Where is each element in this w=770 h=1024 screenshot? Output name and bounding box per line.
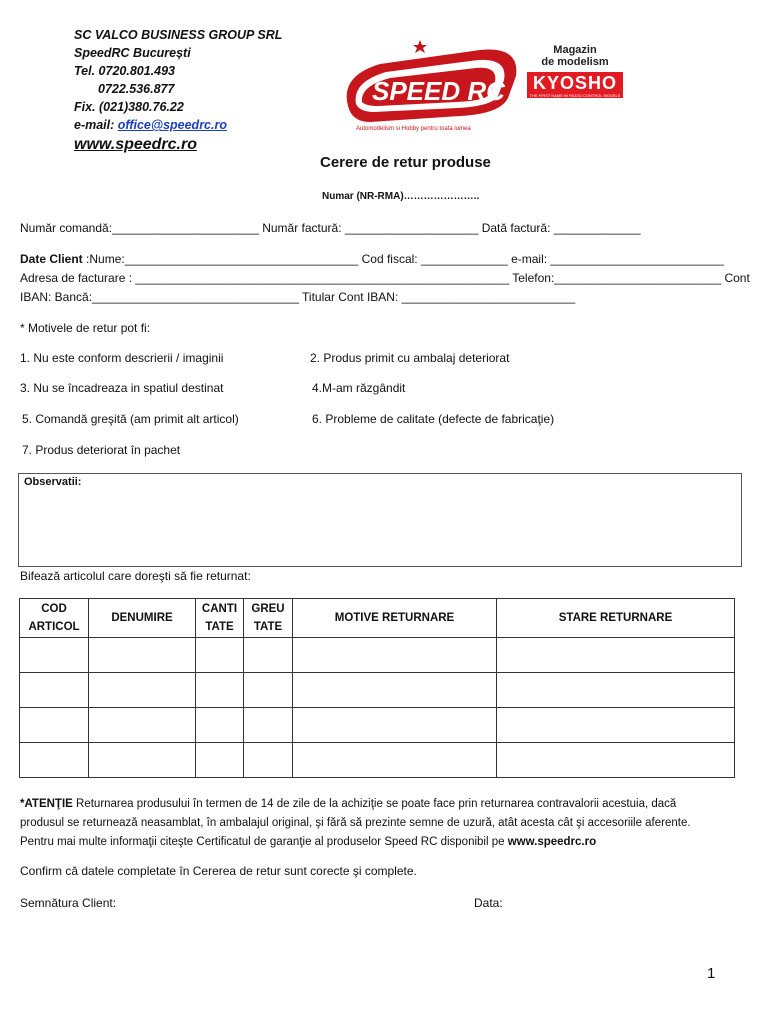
table-cell[interactable]	[196, 743, 244, 778]
reason-1: 1. Nu este conform descrierii / imaginii	[20, 351, 224, 365]
reason-4: 4.M-am răzgândit	[312, 381, 406, 395]
reason-2: 2. Produs primit cu ambalaj deteriorat	[310, 351, 510, 365]
table-cell[interactable]	[20, 638, 89, 673]
modelism-text: de modelism	[541, 56, 609, 68]
form-title: Cerere de retur produse	[320, 154, 491, 171]
page-number: 1	[707, 965, 716, 982]
table-cell[interactable]	[293, 638, 497, 673]
col-denumire: DENUMIRE	[89, 599, 196, 638]
company-branch: SpeedRC București	[74, 46, 191, 60]
client-line	[20, 252, 724, 266]
table-cell[interactable]	[20, 743, 89, 778]
notice-line-1: *ATENŢIE Returnarea produsului în termen de 14 de zile de la achiziţie se poate face prin returnarea contravalorii acestuia, dacă	[20, 798, 677, 810]
table-cell[interactable]	[20, 673, 89, 708]
client-name-line: :Nume:___________________________________ Cod fiscal: _____________ e-mail: __________________________	[82, 252, 724, 266]
col-stare-returnare: STARE RETURNARE	[497, 599, 735, 638]
email-label: e-mail:	[74, 118, 118, 132]
logo-speed-text: SPEED RC	[372, 76, 505, 106]
company-name: SC VALCO BUSINESS GROUP SRL	[74, 28, 283, 42]
table-cell[interactable]	[244, 708, 293, 743]
notice-website-link[interactable]: www.speedrc.ro	[507, 836, 597, 848]
iban-line: IBAN: Bancă:_______________________________ Titular Cont IBAN: __________________________	[20, 290, 576, 304]
date-label: Data:	[474, 896, 503, 910]
table-cell[interactable]	[89, 638, 196, 673]
table-cell[interactable]	[89, 708, 196, 743]
observations-label: Observatii:	[24, 476, 82, 488]
company-fax: Fix. (021)380.76.22	[74, 100, 184, 114]
table-cell[interactable]	[293, 708, 497, 743]
email-link[interactable]: office@speedrc.ro	[117, 118, 227, 132]
logo-star-icon	[413, 40, 427, 53]
observations-box[interactable]	[18, 473, 742, 567]
logo-tagline: Automodelism si Hobby pentru toata lumea	[356, 126, 471, 132]
table-cell[interactable]	[244, 638, 293, 673]
notice-line-3: Pentru mai multe informaţii citeşte Certificatul de garanţie al produselor Speed RC disponibil pe www.speedrc.ro	[20, 836, 597, 848]
kyosho-tagline: THE FIRST NAME IN RADIO CONTROL MODELS	[529, 93, 621, 98]
rma-number: Numar (NR-RMA)…………………..	[322, 191, 480, 202]
kyosho-logo	[520, 44, 630, 112]
reasons-title: * Motivele de retur pot fi:	[20, 321, 151, 335]
table-cell[interactable]	[293, 673, 497, 708]
kyosho-text: KYOSHO	[532, 73, 617, 93]
kyosho-brand	[527, 72, 623, 98]
col-cod-articol: COD ARTICOL	[20, 599, 89, 638]
reason-6: 6. Probleme de calitate (defecte de fabricaţie)	[312, 412, 555, 426]
order-invoice-line: Număr comandă:______________________ Număr factură: ____________________ Dată factură: _____________	[20, 221, 641, 235]
table-cell[interactable]	[244, 743, 293, 778]
table-row	[20, 743, 735, 778]
speedrc-logo	[330, 36, 530, 136]
table-row	[20, 673, 735, 708]
notice-line-2: produsul se returnează neasamblat, în ambalajul original, şi fără să prezinte semne de uzură, atât acesta cât şi accesoriile aferente.	[20, 817, 691, 829]
table-cell[interactable]	[497, 743, 735, 778]
reason-3: 3. Nu se încadreaza in spatiul destinat	[20, 381, 224, 395]
table-cell[interactable]	[497, 708, 735, 743]
table-cell[interactable]	[293, 743, 497, 778]
table-cell[interactable]	[497, 638, 735, 673]
table-cell[interactable]	[89, 743, 196, 778]
signature-label: Semnătura Client:	[20, 896, 117, 910]
table-cell[interactable]	[196, 708, 244, 743]
return-items-table	[19, 598, 735, 778]
col-greutate: GREU TATE	[244, 599, 293, 638]
client-data-label: Date Client	[20, 252, 83, 266]
notice-block	[20, 795, 691, 852]
check-items-label: Bifează articolul care doreşti să fie returnat:	[20, 569, 251, 583]
confirmation-text: Confirm că datele completate în Cererea de retur sunt corecte şi complete.	[20, 864, 417, 878]
company-tel2: 0722.536.877	[98, 82, 175, 96]
col-motive-returnare: MOTIVE RETURNARE	[293, 599, 497, 638]
table-cell[interactable]	[196, 638, 244, 673]
table-cell[interactable]	[244, 673, 293, 708]
reason-7: 7. Produs deteriorat în pachet	[22, 443, 181, 457]
reason-5: 5. Comandă greşită (am primit alt articol)	[22, 412, 239, 426]
table-row	[20, 708, 735, 743]
company-tel1: Tel. 0720.801.493	[74, 64, 176, 78]
table-cell[interactable]	[20, 708, 89, 743]
company-website[interactable]: www.speedrc.ro	[74, 136, 197, 153]
col-cantitate: CANTI TATE	[196, 599, 244, 638]
billing-address-line: Adresa de facturare : ________________________________________________________ Telefon:_________________________ Cont	[20, 271, 750, 285]
notice-label: *ATENŢIE	[20, 798, 73, 810]
table-cell[interactable]	[196, 673, 244, 708]
table-cell[interactable]	[89, 673, 196, 708]
company-info	[74, 26, 282, 156]
table-cell[interactable]	[497, 673, 735, 708]
table-header-row	[20, 599, 735, 638]
magazin-text: Magazin	[553, 44, 597, 56]
table-row	[20, 638, 735, 673]
company-email-row	[74, 116, 282, 134]
